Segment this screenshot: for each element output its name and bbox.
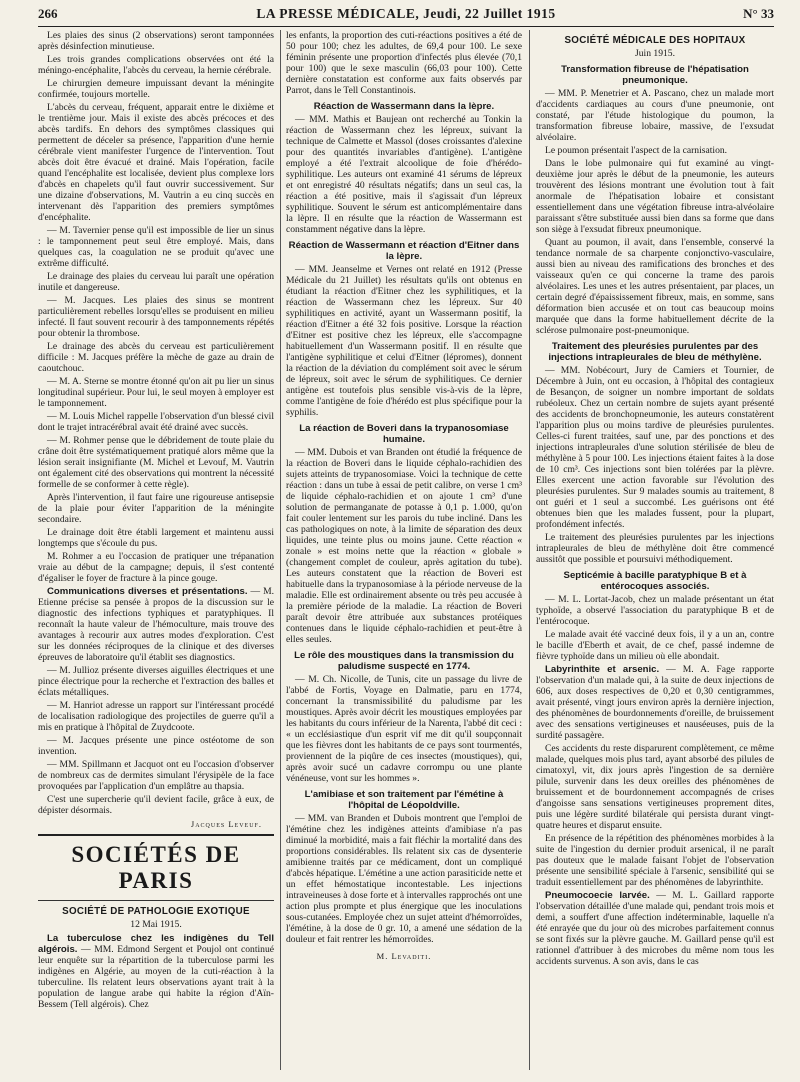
page-number: 266 [38, 6, 58, 21]
society-heading: SOCIÉTÉ MÉDICALE DES HOPITAUX [564, 35, 746, 46]
article-heading: Septicémie à bacille paratyphique B et à entérocoques associés. [563, 570, 747, 592]
paragraph: M. Rohmer a eu l'occasion de pratiquer une trépanation vraie au début de la campagne; depuis, il s'est contenté d'égaliser le foyer de fracture à la pince gouge. [38, 551, 274, 584]
session-date: 12 Mai 1915. [130, 919, 182, 930]
article [536, 664, 774, 741]
communications-paragraph [38, 586, 274, 663]
paragraph: Le chirurgien demeure impuissant devant la méningite confirmée, toujours mortelle. [38, 78, 274, 100]
divider [38, 900, 274, 901]
column-1 [38, 30, 274, 1075]
article-heading: Réaction de Wassermann et réaction d'Eitner dans la lèpre. [288, 240, 520, 262]
paragraph: — MM. Spillmann et Jacquot ont eu l'occasion d'observer de nombreux cas de dermites simulant l'érysipèle de la face provoquées par l'application d'un emplâtre au thapsia. [38, 759, 274, 792]
column-3 [536, 30, 774, 1075]
paragraph: L'abcès du cerveau, fréquent, apparait entre le dixième et le trentième jour. Mais il existe des abcès précoces et des abcès tardifs. En dehors des symptômes classiques qui permettent de déceler sa présence, l'apparition d'une hernie cérébrale vient manifester l'urgence de l'intervention. Tout abcès doit être évacué et drainé. Mais l'opération, facile quand l'encéphalite est localisée, devient plus complexe lors d'abcès en chapelets qu'il faut ouvrir successivement. Sur une dizaine d'observations, M. Vautrin a eu cinq succès en intervenant dès l'apparition des premiers symptômes d'encéphalite. [38, 102, 274, 223]
society-heading: SOCIÉTÉ DE PATHOLOGIE EXOTIQUE [62, 906, 250, 917]
article [536, 890, 774, 967]
paragraph: Le poumon présentait l'aspect de la carnisation. [545, 145, 728, 156]
column-divider [280, 30, 281, 1070]
article-text: — MM. Dubois et van Branden ont étudié la fréquence de la réaction de Boveri dans le liquide céphalo-rachidien des sujets atteints de trypanosomiase. Voici la technique de cette réaction : dans un tube à essai de petit calibre, on verse 1 cm³ de liquide céphalo-rachidien et on ajoute 1 cm³ d'une solution de permanganate de potasse à 0,1 p. 1.000, qu'on fait couler lentement sur les parois du tube incliné. Dans les cas pathologiques on note, à la limite de séparation des deux liquides, une teinte plus ou moins jaune. Cette réaction « zonale » est moins nette que la réaction « globale » (changement complet de couleur, après agitation du tube). Les auteurs constatent que la réaction de Boveri est habituelle dans la trypanosomiase à la période nerveuse de la maladie. Elle est ordinairement absente ou très peu accusée à la première période de la maladie. La réaction de Boveri paraît devoir être attribuée aux substances protéiques contenues dans le liquide céphalo-rachidien et peut-être à elles seules. [286, 447, 522, 645]
paragraph: Dans le lobe pulmonaire qui fut examiné au vingt-deuxième jour après le début de la pneumonie, les auteurs trouvèrent des lésions montrant une évolution tout à fait anormale de l'hépatisation lobaire et consistant essentiellement dans une végétation fibreuse intra-alvéolaire paraissant s'être substituée aussi bien dans sa forme que dans son siège à l'exsudat fibreux pneumonique. [536, 158, 774, 235]
section-banner: SOCIÉTÉS DE PARIS [71, 842, 241, 893]
section-heading: Communications diverses et présentations. [47, 586, 248, 597]
article [38, 933, 274, 1010]
article-text: — MM. Jeanselme et Vernes ont relaté en 1912 (Presse Médicale du 21 Juillet) les résultats qu'ils ont obtenus en étudiant la réaction d'Eitner chez les syphilitiques, et la réaction de Wassermann chez les lépreux. Sur 40 syphilitiques en activité, ayant un Wassermann positif, la réaction d'Eitner a été 32 fois positive. Lorsque la réaction d'Eitner est positive chez les lépreux, elle s'accompagne habituellement d'un Wassermann positif. Il en résulte que l'antigène syphilitique et celui d'Eitner (lépromes), donnent la réaction de la déviation du complément soit avec le sérum de lépreux, soit avec le sérum de syphilitiques. Ce dernier antigène est toutefois plus sensible vis-à-vis de la lèpre, comme l'antigène de foie d'hérédo est plus spécifique pour la syphilis. [286, 264, 522, 418]
paragraph: Le malade avait été vacciné deux fois, il y a un an, contre le bacille d'Eberth et avait, de ce chef, passé indemne de fièvre typhoïde dans un milieu où elle abondait. [536, 629, 774, 662]
paragraph-text: — M. Etienne précise sa pensée à propos de la discussion sur le diagnostic des infections typhiques et paratyphiques. Il reconnaît la haute valeur de l'hémoculture, mais trouve des avantages à recourir aux autres modes d'exploration. C'est sur les données réciproques de la clinique et des diverses épreuves de laboratoire qu'il établit ses diagnostics. [38, 586, 274, 663]
article-heading: La réaction de Boveri dans la trypanosomiase humaine. [299, 423, 509, 445]
article-heading: Transformation fibreuse de l'hépatisation pneumonique. [561, 64, 749, 86]
paragraph: C'est une supercherie qu'il devient facile, grâce à eux, de dépister désormais. [38, 794, 274, 816]
article-text: — M. Ch. Nicolle, de Tunis, cite un passage du livre de l'abbé de Fortis, Voyage en Dalmatie, paru en 1774, concernant la transmissibilité du paludisme par les moustiques. Après avoir décrit les moustiques employées par les habitants du cours inférieur de la Narenta, l'abbé dit ceci : « un ecclésiastique d'un esprit vif me dit qu'il soupçonnait que les fièvres dont les habitants de ce pays sont tourmentés, proviennent de la piqûre de ces insectes (moustiques), qui, après avoir sucé un cadavre corrompu ou une plante vénéneuse, vont sur les hommes ». [286, 674, 522, 784]
article-text: — MM. Edmond Sergent et Poujol ont continué leur enquête sur la répartition de la tuberculose parmi les indigènes en Algérie, au moyen de la cuti-réaction à la tuberculine. Ils relatent leurs observations ayant trait à la population de langue arabe qui habite la région d'Aïn-Bessem (Tell algérois). Chez [38, 944, 274, 1010]
paragraph: En présence de la répétition des phénomènes morbides à la suite de l'ingestion du dernier produit arsenical, il ne paraît pas douteux que le malade faisant l'objet de l'observation présente une sensibilité spéciale à l'arsenic, sensibilité qui se traduit essentiellement par des phénomènes de labyrinthite. [536, 833, 774, 888]
paragraph: Les plaies des sinus (2 observations) seront tamponnées après désinfection minutieuse. [38, 30, 274, 52]
paragraph: — M. Jacques. Les plaies des sinus se montrent particulièrement rebelles lorsqu'elles se produisent en milieu infecté. Il faut souvent recourir à des tamponnements répétés pour obtenir la thrombose. [38, 295, 274, 339]
article-heading: La tuberculose chez les indigènes du Tell algérois. [38, 933, 274, 955]
article-heading: Labyrinthite et arsenic. [545, 664, 660, 675]
divider [38, 834, 274, 836]
paragraph: Le drainage doit être établi largement et maintenu aussi longtemps que s'écoule du pus. [38, 527, 274, 549]
column-2 [286, 30, 522, 1075]
paragraph: — M. Jullioz présente diverses aiguilles électriques et une pince électrique pour la recherche et l'extraction des balles et éclats métalliques. [38, 665, 274, 698]
article-text: — M. L. Lortat-Jacob, chez un malade présentant un état typhoïde, a observé l'association du paratyphique B et de l'entérocoque. [536, 594, 774, 627]
article-text: — MM. Nobécourt, Jury de Camiers et Tournier, de Décembre à Juin, ont eu occasion, à l'hôpital des contagieux de Besançon, de soigner un nombre important de soldats rubéoleux. Chez un certain nombre de sujets ayant présenté des accidents de bronchopneumonie, les auteurs constatèrent l'apparition plus ou moins tardive de pleurésies purulentes. Celles-ci furent traitées, sauf une, par des ponctions et des injections intrapleurales d'une solution stérilisée de bleu de méthylène à 5 pour 100. Les injections étaient faites à la dose de 10 cm³. Ces injections sont bien tolérées par la plèvre. Elles exercent une action favorable sur l'évolution des pleurésies purulentes. Sur 9 malades soumis au traitement, 8 ont guéri et 1 seul a succombé. Les guérisons ont été obtenues bien que les malades fussent, pour la plupart, profondément infectés. [536, 365, 774, 530]
journal-title: LA PRESSE MÉDICALE, Jeudi, 22 Juillet 1915 [256, 6, 556, 21]
issue-number: N° 33 [743, 6, 774, 21]
paragraph: Ces accidents du reste disparurent complètement, ce même malade, quelques mois plus tard, ayant absorbé des pilules de cimatoxyl, vit, dix jours après l'ingestion de sa dernière pilule, survenir dans les deux oreilles des phénomènes de bruissement et de bourdonnement accompagnés de crises d'angoisse sans sensations vertigineuses proprement dites, puis une légère surdité bilatérale qui persista durant vingt-quatre heures et disparut ensuite. [536, 743, 774, 831]
article-heading: L'amibiase et son traitement par l'émétine à l'hôpital de Léopoldville. [304, 789, 504, 811]
paragraph: les enfants, la proportion des cuti-réactions positives a été de 50 pour 100; chez les adultes, de 69,4 pour 100. Le sexe féminin présente une proportion d'infectés plus élevée (70,1 pour 100) que le sexe masculin (66,03 pour 100). Cette dernière constatation est conforme aux faits observés par Parrot, dans le Tell Constantinois. [286, 30, 522, 96]
paragraph: — M. Hanriot adresse un rapport sur l'intéressant procédé de localisation radiologique des projectiles de guerre qu'il a mis en pratique à l'hôpital de Zuydcoote. [38, 700, 274, 733]
paragraph: — M. Rohmer pense que le débridement de toute plaie du crâne doit être systématiquement pratiqué alors même que la lésion serait insignifiante (M. Michel et Levouf, M. Vautrin ont également cité des observations qui montrent la nécessité formelle de se conformer à cette règle). [38, 435, 274, 490]
article-heading: Réaction de Wassermann dans la lèpre. [313, 101, 495, 112]
article-heading: Pneumocoecie larvée. [545, 890, 650, 901]
paragraph: Le traitement des pleurésies purulentes par les injections intrapleurales de bleu de méthylène doit être commencé aussitôt que possible et poursuivi méthodiquement. [536, 532, 774, 565]
paragraph: — M. A. Sterne se montre étonné qu'on ait pu lier un sinus longitudinal supérieur. Pour lui, le seul moyen à employer est le tamponnement. [38, 376, 274, 409]
paragraph: — M. Jacques présente une pince ostéotome de son invention. [38, 735, 274, 757]
article-text: — M. A. Fage rapporte l'observation d'un malade qui, à la suite de deux injections de 606, aux doses respectives de 0,20 et 0,30 centigrammes, avait présenté, vingt jours environ après la dernière injection, des phénomènes de bourdonnements d'oreille, de bruissement avec des sensations vertigineuses et nauséeuses, puis de la surdité passagère. [536, 664, 774, 741]
paragraph: Le drainage des abcès du cerveau est particulièrement difficile : M. Jacques préfère la mèche de gaze au drain de caoutchouc. [38, 341, 274, 374]
signature: M. Levaditi. [376, 951, 432, 961]
article-text: — MM. van Branden et Dubois montrent que l'emploi de l'émétine chez les indigènes atteints d'amibiase n'a pas diminué la morbidité, mais a fait fléchir la mortalité dans des proportions considérables. Ils relatent six cas de dysenterie amibienne traités par ce médicament, dont un compliqué d'abcès hépatique. L'émétine a une action parasiticide nette et un effet hémostatique incontestable. Les injections intraveineuses à dose forte et à intervalles rapprochés ont une action plus prompte et plus énergique que les inoculations sous-cutanées. Employée chez un sujet atteint d'hémorroïdes, l'émétine, à la dose de 0 gr. 10, a amené une sédation de la douleur et fait rentrer les hémorroïdes. [286, 813, 522, 945]
paragraph: — M. Tavernier pense qu'il est impossible de lier un sinus : le tamponnement peut seul être employé. Mais, dans quelques cas, la coagulation ne se produit qu'avec une extrême difficulté. [38, 225, 274, 269]
article-text: — MM. Mathis et Baujean ont recherché au Tonkin la réaction de Wassermann chez les lépreux, suivant la technique de Calmette et Massol (doses croissantes d'alexine pour des quantités invariables d'antigène). L'antigène employé a été l'extrait alcoolique de foie d'hérédo-syphilitique. Les auteurs ont examiné 41 sérums de lépreux et ont enregistré 40 résultats négatifs; dans un seul cas, la réaction a été positive, mais il s'agissait d'un lépreux syphilitique. Souvent le sérum est anticomplémentaire dans la lèpre. Il en résulte que la réaction de Wassermann est constamment négative dans la lèpre. [286, 114, 522, 235]
paragraph: Après l'intervention, il faut faire une rigoureuse antisepsie de la plaie pour éviter l'apparition de la méningite secondaire. [38, 492, 274, 525]
article-text: — M. L. Gaillard rapporte l'observation détaillée d'une malade qui, pendant trois mois et demi, a souffert d'une affection indéterminable, laquelle n'a été enrayée que du jour où des microbes parfaitement connus se sont fixés sur la plèvre gauche. M. Gaillard pense qu'il est rationnel d'attribuer à des microbes du même nom tous les accidents survenus. A son avis, dans le cas [536, 890, 774, 967]
paragraph: — M. Louis Michel rappelle l'observation d'un blessé civil dont le trajet intracérébral avait été drainé avec succès. [38, 411, 274, 433]
article-text: — MM. P. Menetrier et A. Pascano, chez un malade mort d'accidents cardiaques au cours d'une pneumonie, ont constaté, par l'étude histologique du poumon, la transformation fibreuse lobaire, massive, de l'exsudat alvéolaire. [536, 88, 774, 143]
article-heading: Le rôle des moustiques dans la transmission du paludisme suspecté en 1774. [294, 650, 514, 672]
paragraph: Quant au poumon, il avait, dans l'ensemble, conservé la tendance normale de sa charpente conjonctivo-vasculaire, aussi bien au niveau des ramifications des bronches et des vaisseaux qu'en ce qui concerne la trame des parois alvéolaires. Les unes et les autres présentaient, par places, un certain degré d'épaississement fibreux, mais, en somme, sans déformation bien accusée et on tout cas beaucoup moins marquée que dans la forme habituellement décrite de la sclérose pulmonaire post-pneumonique. [536, 237, 774, 336]
session-date: Juin 1915. [635, 48, 675, 59]
article-heading: Traitement des pleurésies purulentes par des injections intrapleurales de bleu de méthylène. [548, 341, 762, 363]
column-divider [529, 30, 530, 1070]
paragraph: Les trois grandes complications observées ont été la méningo-encéphalite, l'abcès du cerveau, la hernie cérébrale. [38, 54, 274, 76]
paragraph: Le drainage des plaies du cerveau lui paraît une opération inutile et dangereuse. [38, 271, 274, 293]
running-header [38, 4, 774, 27]
signature: Jacques Leveuf. [190, 819, 262, 829]
